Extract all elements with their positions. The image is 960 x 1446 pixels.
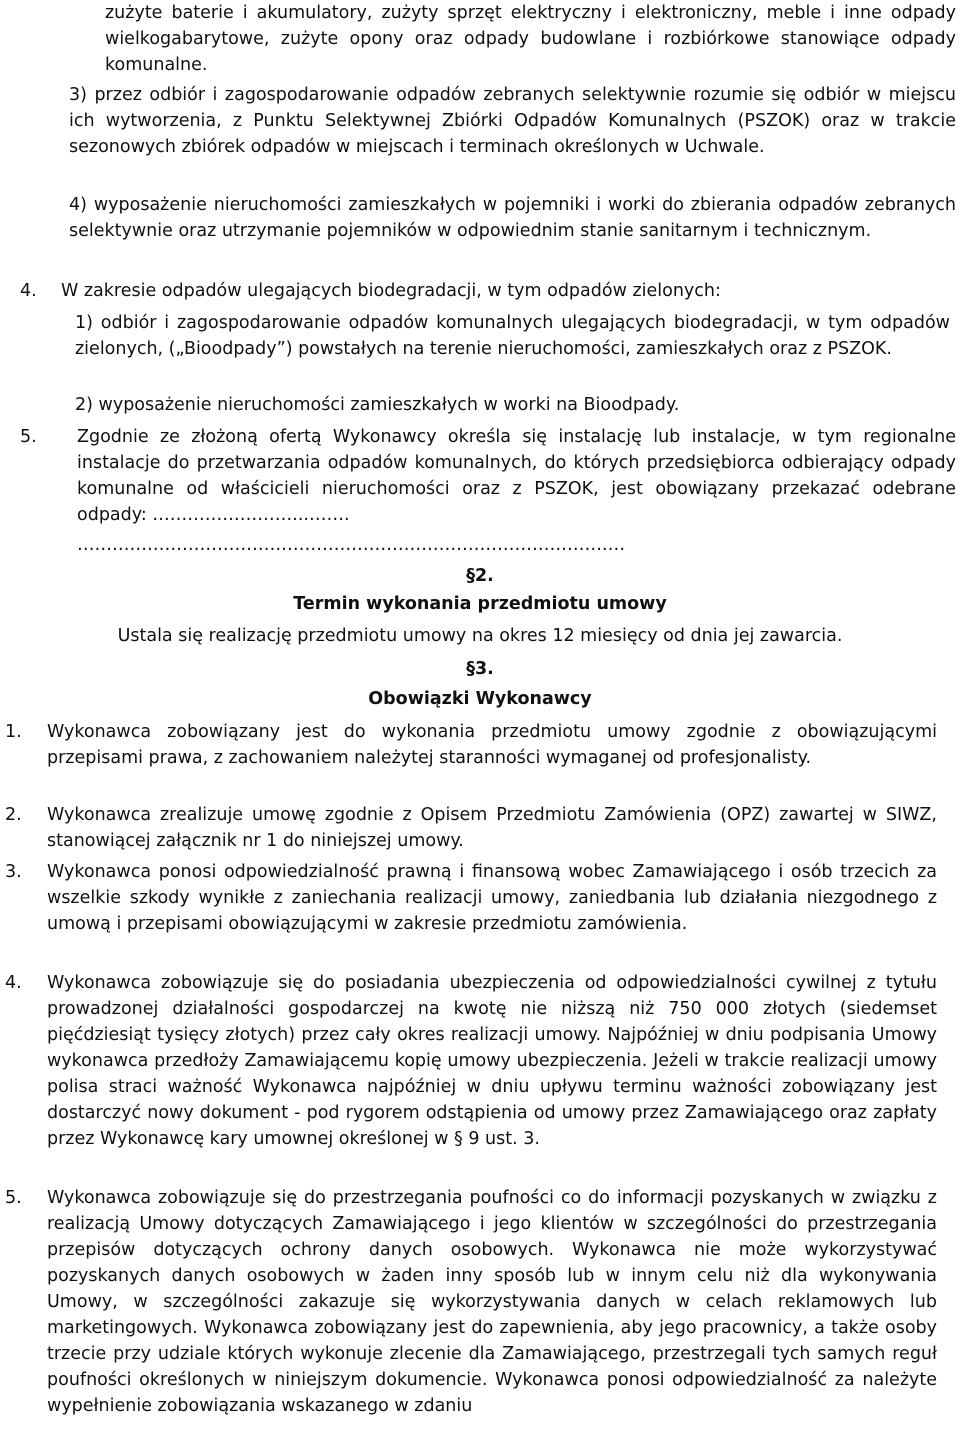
- section-2-number-text: 2.: [474, 566, 494, 586]
- duty-3-number: 3.: [5, 862, 22, 882]
- point-5-text: Zgodnie ze złożoną ofertą Wykonawcy określa się instalację lub instalacje, w tym regionalne instalacje do przetwarzania odpadów komunalnych, do których przedsiębiorca odbierający odpady komunalne od właścicieli nieruchomości oraz z PSZOK, jest obowiązany przekazać odebrane odpady: ……………………...…….: [77, 427, 956, 525]
- section-3-number-text: 3.: [474, 659, 494, 679]
- sub-item-4: 4) wyposażenie nieruchomości zamieszkałych w pojemniki i worki do zbierania odpadów zebranych selektywnie oraz utrzymanie pojemników w odpowiednim stanie sanitarnym i technicznym.: [69, 195, 956, 241]
- duty-5-text: Wykonawca zobowiązuje się do przestrzegania poufności co do informacji pozyskanych w związku z realizacją Umowy dotyczących Zamawiającego i jego klientów w szczególności do przestrzegania przepisów dotyczących ochrony danych osobowych. Wykonawca nie może wykorzystywać pozyskanych danych osobowych w żaden inny sposób lub w innym celu niż dla wykonywania Umowy, w szczególności zakazuje się wykorzystywania danych w celach reklamowych lub marketingowych. Wykonawca zobowiązany jest do zapewnienia, aby jego pracownicy, a także osoby trzecie przy udziale których wykonuje zlecenie dla Zamawiającego, przestrzegali tych samych reguł poufności określonych w niniejszym dokumencie. Wykonawca ponosi odpowiedzialność za należyte wypełnienie zobowiązania wskazanego w zdaniu: [47, 1188, 937, 1416]
- duty-1-text: Wykonawca zobowiązany jest do wykonania przedmiotu umowy zgodnie z obowiązującymi przepisami prawa, z zachowaniem należytej staranności wymaganej od profesjonalisty.: [47, 722, 937, 768]
- sub-item-3: 3) przez odbiór i zagospodarowanie odpadów zebranych selektywnie rozumie się odbiór w miejscu ich wytworzenia, z Punktu Selektywnej Zbiórki Odpadów Komunalnych (PSZOK) oraz w trakcie sezonowych zbiórek odpadów w miejscach i terminach określonych w Uchwale.: [69, 85, 956, 157]
- point-4-heading: W zakresie odpadów ulegających biodegradacji, w tym odpadów zielonych:: [61, 281, 721, 301]
- point-4-number: 4.: [20, 281, 37, 301]
- section-2-number: §2.: [466, 566, 494, 586]
- duty-3-text: Wykonawca ponosi odpowiedzialność prawną i finansową wobec Zamawiającego i osób trzecich za wszelkie szkody wynikłe z zaniechania realizacji umowy, zaniedbania lub działania niezgodnego z umową i przepisami obowiązującymi w zakresie przedmiotu zamówienia.: [47, 862, 937, 934]
- point-4-item-2: 2) wyposażenie nieruchomości zamieszkałych w worki na Bioodpady.: [75, 395, 680, 415]
- point-5-dots: ……………………………………………………………………………….…: [77, 535, 626, 555]
- section-2-heading: Termin wykonania przedmiotu umowy: [293, 594, 667, 614]
- point-4-item-1: 1) odbiór i zagospodarowanie odpadów komunalnych ulegających biodegradacji, w tym odpadów zielonych, („Bioodpady”) powstałych na terenie nieruchomości, zamieszkałych oraz z PSZOK.: [75, 313, 950, 359]
- point-5-number: 5.: [20, 427, 37, 447]
- duty-2-number: 2.: [5, 805, 22, 825]
- section-2-body: Ustala się realizację przedmiotu umowy na okres 12 miesięcy od dnia jej zawarcia.: [117, 626, 843, 646]
- section-3-number: §3.: [466, 659, 494, 679]
- duty-5-number: 5.: [5, 1188, 22, 1208]
- paragraph-continuation: zużyte baterie i akumulatory, zużyty sprzęt elektryczny i elektroniczny, meble i inne odpady wielkogabarytowe, zużyte opony oraz odpady budowlane i rozbiórkowe stanowiące odpady komunalne.: [105, 3, 956, 75]
- duty-2-text: Wykonawca zrealizuje umowę zgodnie z Opisem Przedmiotu Zamówienia (OPZ) zawartej w SIWZ, stanowiącej załącznik nr 1 do niniejszej umowy.: [47, 805, 937, 851]
- section-3-heading: Obowiązki Wykonawcy: [368, 689, 592, 709]
- duty-4-text: Wykonawca zobowiązuje się do posiadania ubezpieczenia od odpowiedzialności cywilnej z tytułu prowadzonej działalności gospodarczej na kwotę nie niższą niż 750 000 złotych (siedemset pięćdziesiąt tysięcy złotych) przez cały okres realizacji umowy. Najpóźniej w dniu podpisania Umowy wykonawca przedłoży Zamawiającemu kopię umowy ubezpieczenia. Jeżeli w trakcie realizacji umowy polisa straci ważność Wykonawca najpóźniej w dniu upływu terminu ważności zobowiązany jest dostarczyć nowy dokument - pod rygorem odstąpienia od umowy przez Zamawiającego oraz zapłaty przez Wykonawcę kary umownej określonej w § 9 ust. 3.: [47, 973, 937, 1149]
- duty-1-number: 1.: [5, 722, 22, 742]
- duty-4-number: 4.: [5, 973, 22, 993]
